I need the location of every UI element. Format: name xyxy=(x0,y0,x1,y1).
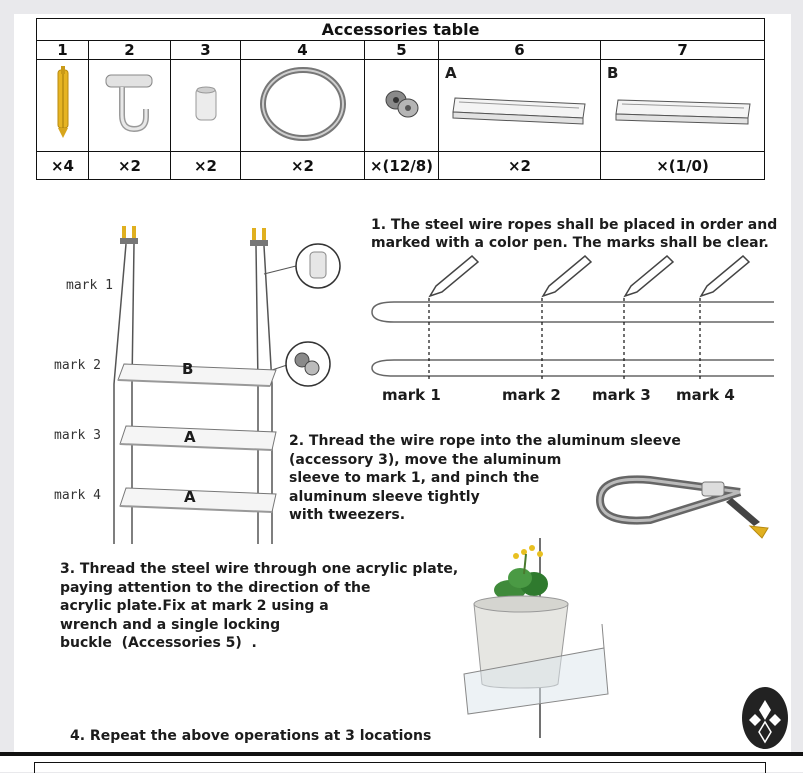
plate-letter-a: A xyxy=(445,64,457,82)
hook-cell xyxy=(89,60,171,152)
right-anchor-icon xyxy=(250,228,268,246)
wire-mark-label: mark 2 xyxy=(502,386,561,404)
quantity: ×4 xyxy=(37,152,89,180)
wire-mark-label: mark 1 xyxy=(382,386,441,404)
step-3-text: 3. Thread the steel wire through one acrylic plate, paying attention to the direction of the acrylic plate.Fix at mark 2 using a wrench and a single locking buckle (Accessories 5) . xyxy=(60,561,459,651)
col-number: 3 xyxy=(171,41,241,60)
acrylic-plate-b-icon xyxy=(608,74,758,134)
col-number: 4 xyxy=(241,41,365,60)
step-4-text: 4. Repeat the above operations at 3 locations xyxy=(70,728,432,744)
acrylic-plate-b-cell xyxy=(601,60,765,152)
brand-logo-icon xyxy=(742,686,788,750)
sleeve-cell xyxy=(171,60,241,152)
callout-line xyxy=(264,266,296,274)
diagram-mark-label: mark 3 xyxy=(54,428,101,443)
diagram-mark-label: mark 2 xyxy=(54,358,101,373)
wire-marking-diagram xyxy=(364,252,784,382)
diagram-mark-label: mark 4 xyxy=(54,488,101,503)
table-title: Accessories table xyxy=(37,19,765,41)
quantity: ×2 xyxy=(171,152,241,180)
acrylic-plate-a-icon xyxy=(445,74,595,134)
shelf-label: A xyxy=(184,428,196,446)
step-1-text: 1. The steel wire ropes shall be placed in order and marked with a color pen. The marks shall be clear. xyxy=(371,217,778,251)
shelf-b xyxy=(118,364,276,386)
diagram-mark-label: mark 1 xyxy=(66,278,113,293)
wire-coil-icon xyxy=(255,64,351,144)
expansion-anchor-icon xyxy=(48,64,78,144)
marker-pen-icons xyxy=(430,256,749,296)
table-row-images xyxy=(37,60,765,152)
col-number: 2 xyxy=(89,41,171,60)
aluminum-sleeve-icon xyxy=(191,82,221,126)
quantity: ×2 xyxy=(89,152,171,180)
wire-mark-label: mark 4 xyxy=(676,386,735,404)
col-number: 6 xyxy=(439,41,601,60)
ceiling-hook-icon xyxy=(102,71,158,137)
wire-mark-label: mark 3 xyxy=(592,386,651,404)
left-anchor-icon xyxy=(120,226,138,244)
col-number: 5 xyxy=(365,41,439,60)
locking-buckle-icon xyxy=(382,84,422,124)
table-row-quantities xyxy=(37,152,765,180)
wire-loop-with-pliers-icon xyxy=(590,466,780,546)
expansion-anchor-cell xyxy=(37,60,89,152)
quantity: ×(1/0) xyxy=(601,152,765,180)
quantity: ×2 xyxy=(439,152,601,180)
quantity: ×2 xyxy=(241,152,365,180)
wire-coil-cell xyxy=(241,60,365,152)
acrylic-plate-a-cell xyxy=(439,60,601,152)
instruction-sheet xyxy=(14,14,791,754)
shelf-label: A xyxy=(184,488,196,506)
col-number: 7 xyxy=(601,41,765,60)
locking-buckle-cell xyxy=(365,60,439,152)
plant-on-shelf-illustration xyxy=(454,538,614,738)
quantity: ×(12/8) xyxy=(365,152,439,180)
shelf-label: B xyxy=(182,360,194,378)
shelf-a-upper xyxy=(120,426,276,450)
table-row-numbers xyxy=(37,41,765,60)
shelf-a-lower xyxy=(120,488,276,512)
accessories-table xyxy=(36,18,765,180)
col-number: 1 xyxy=(37,41,89,60)
step-2-text: 2. Thread the wire rope into the aluminum sleeve (accessory 3), move the aluminum sleeve to mark 1, and pinch the aluminum sleeve tightly with tweezers. xyxy=(289,433,681,523)
plate-letter-b: B xyxy=(607,64,619,82)
